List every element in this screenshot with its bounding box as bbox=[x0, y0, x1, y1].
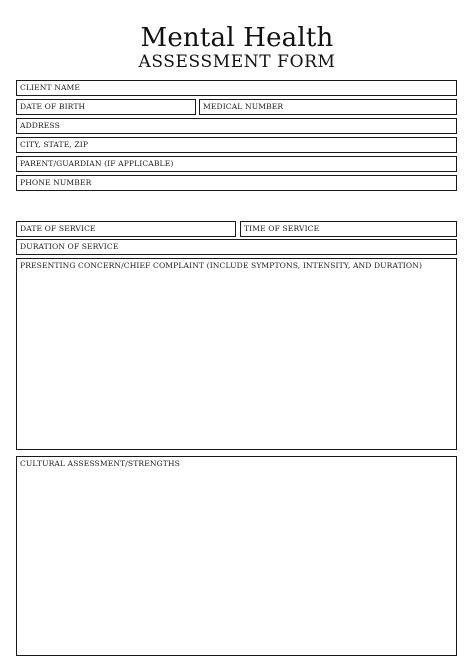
form-title: Mental Health bbox=[140, 23, 334, 53]
date-of-service-field[interactable] bbox=[16, 221, 236, 237]
date-of-birth-field[interactable] bbox=[16, 99, 196, 115]
city-state-zip-field[interactable] bbox=[16, 137, 457, 153]
client-name-label: CLIENT NAME bbox=[20, 83, 81, 92]
city-state-zip-label: CITY, STATE, ZIP bbox=[20, 140, 89, 149]
phone-number-field[interactable] bbox=[16, 175, 457, 191]
presenting-concern-textarea[interactable] bbox=[16, 258, 457, 450]
parent-guardian-field[interactable] bbox=[16, 156, 457, 172]
medical-number-label: MEDICAL NUMBER bbox=[203, 102, 284, 111]
address-label: ADDRESS bbox=[20, 121, 60, 130]
client-name-field[interactable] bbox=[16, 80, 457, 96]
duration-of-service-field[interactable] bbox=[16, 239, 457, 255]
medical-number-field[interactable] bbox=[199, 99, 457, 115]
cultural-assessment-textarea[interactable] bbox=[16, 456, 457, 656]
date-of-service-label: DATE OF SERVICE bbox=[20, 224, 96, 233]
presenting-concern-label: PRESENTING CONCERN/CHIEF COMPLAINT (INCLUDE SYMPTONS, INTENSITY, AND DURATION) bbox=[20, 261, 423, 270]
phone-number-label: PHONE NUMBER bbox=[20, 178, 92, 187]
time-of-service-label: TIME OF SERVICE bbox=[244, 224, 320, 233]
parent-guardian-label: PARENT/GUARDIAN (IF APPLICABLE) bbox=[20, 159, 174, 168]
time-of-service-field[interactable] bbox=[240, 221, 457, 237]
form-subtitle: ASSESSMENT FORM bbox=[138, 52, 336, 72]
address-field[interactable] bbox=[16, 118, 457, 134]
duration-of-service-label: DURATION OF SERVICE bbox=[20, 242, 119, 251]
date-of-birth-label: DATE OF BIRTH bbox=[20, 102, 86, 111]
cultural-assessment-label: CULTURAL ASSESSMENT/STRENGTHS bbox=[20, 459, 180, 468]
